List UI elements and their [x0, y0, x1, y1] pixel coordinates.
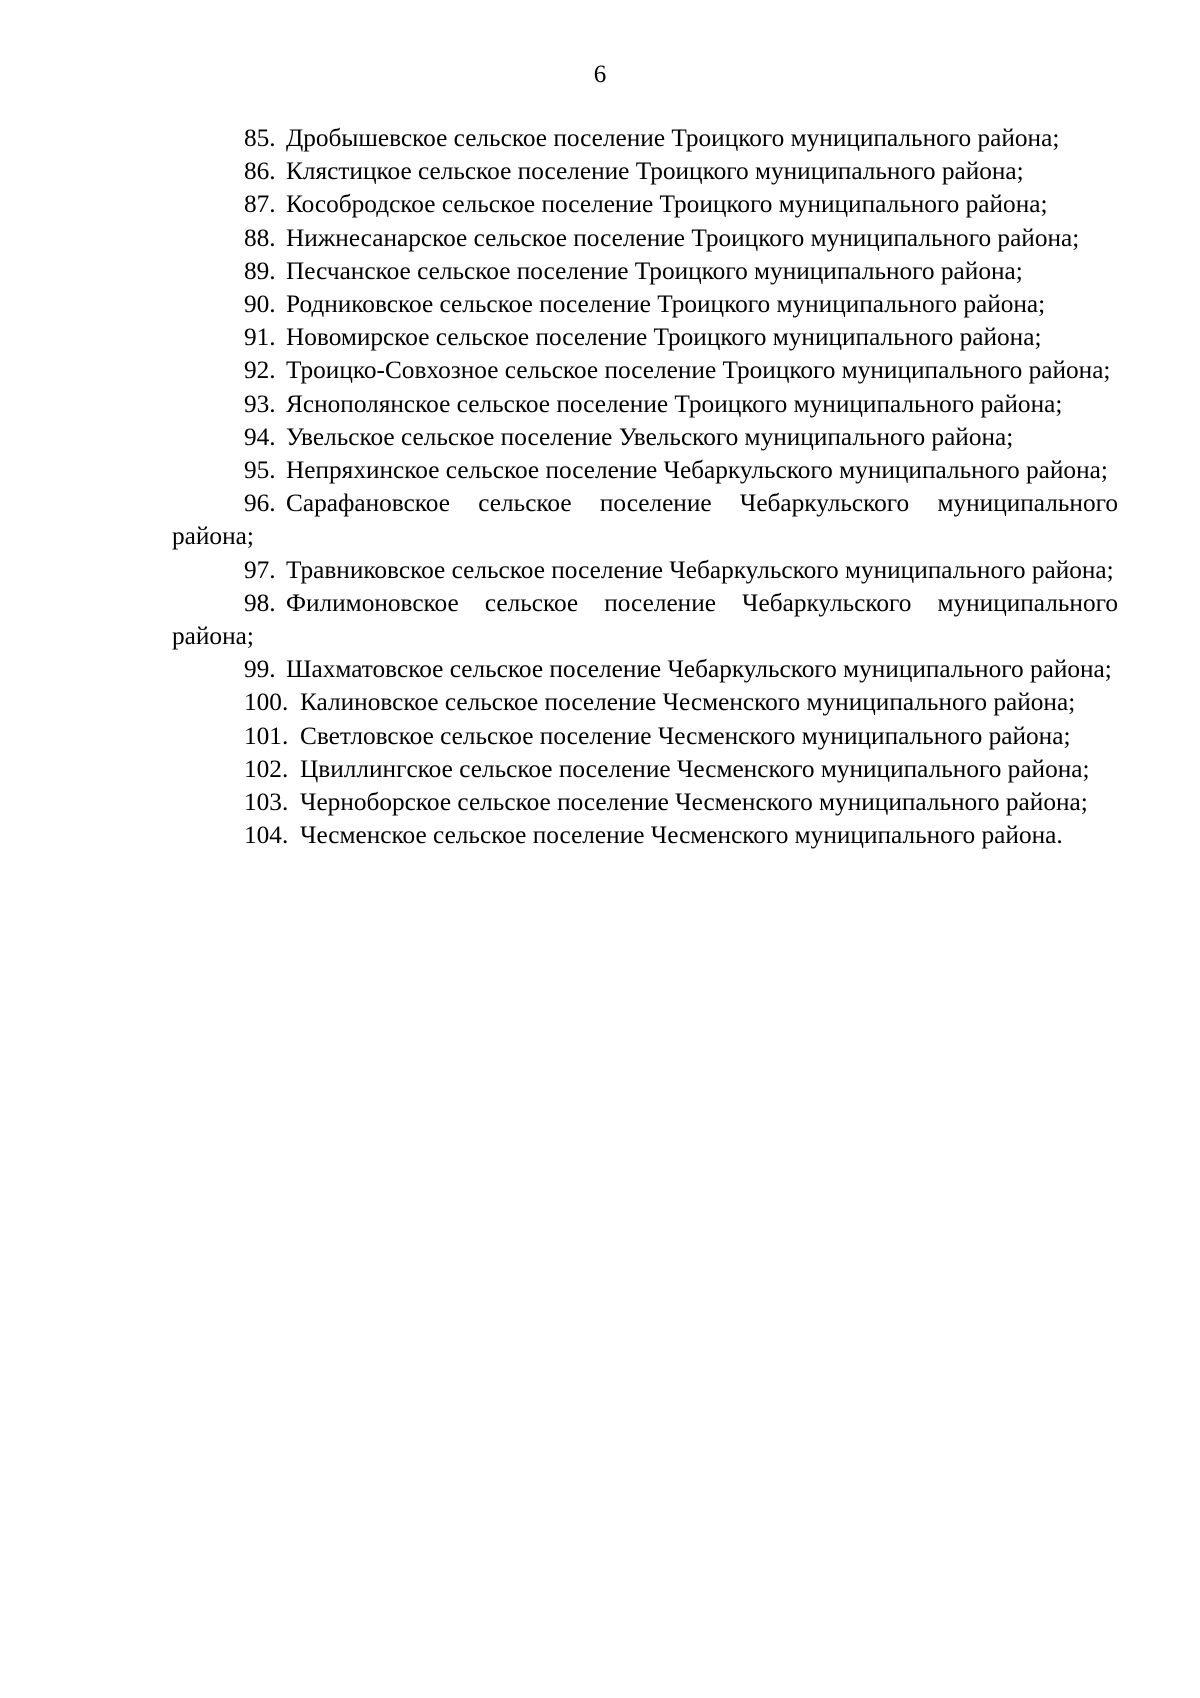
- item-number: 103.: [244, 788, 289, 817]
- item-text: Черноборское сельское поселение Чесменского муниципального района;: [300, 788, 1088, 817]
- list-item: [172, 421, 1118, 454]
- item-text: Калиновское сельское поселение Чесменского муниципального района;: [300, 688, 1076, 717]
- item-number: 89.: [244, 256, 276, 285]
- item-number: 100.: [244, 688, 289, 717]
- list-item: [172, 354, 1118, 387]
- settlement-list: [172, 122, 1118, 852]
- list-item: [172, 786, 1118, 819]
- list-item: [172, 686, 1118, 719]
- item-number: 97.: [244, 555, 276, 584]
- list-item: [172, 388, 1118, 421]
- item-text: Травниковское сельское поселение Чебаркульского муниципального района;: [286, 555, 1114, 584]
- item-number: 87.: [244, 190, 276, 219]
- item-number: 86.: [244, 157, 276, 186]
- item-number: 92.: [244, 356, 276, 385]
- item-text: Увельское сельское поселение Увельского муниципального района;: [286, 422, 1014, 451]
- list-item: [172, 255, 1118, 288]
- item-text: Шахматовское сельское поселение Чебаркульского муниципального района;: [286, 655, 1112, 684]
- item-text: Новомирское сельское поселение Троицкого муниципального района;: [286, 323, 1042, 352]
- list-item: [172, 188, 1118, 221]
- item-text: Песчанское сельское поселение Троицкого муниципального района;: [286, 256, 1023, 285]
- list-item: [172, 653, 1118, 686]
- item-number: 93.: [244, 389, 276, 418]
- list-item: [172, 122, 1118, 155]
- item-text: Нижнесанарское сельское поселение Троицкого муниципального района;: [286, 223, 1080, 252]
- item-number: 96.: [244, 489, 276, 518]
- item-number: 88.: [244, 223, 276, 252]
- item-number: 85.: [244, 124, 276, 152]
- item-text: Филимоновское сельское поселение Чебаркульского муниципального района;: [172, 588, 1118, 651]
- item-text: Светловское сельское поселение Чесменского муниципального района;: [300, 721, 1071, 750]
- list-item: [172, 819, 1118, 852]
- list-item: [172, 222, 1118, 255]
- item-text: Клястицкое сельское поселение Троицкого муниципального района;: [286, 157, 1024, 186]
- item-number: 99.: [244, 655, 276, 684]
- item-text: Сарафановское сельское поселение Чебаркульского муниципального района;: [172, 489, 1118, 551]
- list-item: [172, 454, 1118, 487]
- item-text: Кособродское сельское поселение Троицкого муниципального района;: [286, 190, 1048, 219]
- list-item: [172, 720, 1118, 753]
- item-number: 91.: [244, 323, 276, 352]
- list-item: [172, 487, 1118, 553]
- list-item: [172, 155, 1118, 188]
- item-text: Чесменское сельское поселение Чесменского муниципального района.: [300, 821, 1063, 850]
- list-item: [172, 587, 1118, 653]
- item-number: 95.: [244, 456, 276, 485]
- item-text: Родниковское сельское поселение Троицкого муниципального района;: [286, 290, 1046, 319]
- item-number: 98.: [244, 588, 276, 617]
- item-text: Троицко-Совхозное сельское поселение Троицкого муниципального района;: [286, 356, 1111, 385]
- page-number: 6: [593, 61, 607, 88]
- item-number: 101.: [244, 721, 289, 750]
- item-number: 90.: [244, 290, 276, 319]
- item-text: Непряхинское сельское поселение Чебаркульского муниципального района;: [286, 456, 1108, 485]
- item-number: 104.: [244, 821, 289, 850]
- item-number: 94.: [244, 422, 276, 451]
- list-item: [172, 753, 1118, 786]
- item-number: 102.: [244, 754, 289, 783]
- item-text: Яснополянское сельское поселение Троицкого муниципального района;: [286, 389, 1063, 418]
- list-item: [172, 554, 1118, 587]
- list-item: [172, 321, 1118, 354]
- item-text: Цвиллингское сельское поселение Чесменского муниципального района;: [300, 754, 1090, 783]
- item-text: Дробышевское сельское поселение Троицкого муниципального района;: [286, 124, 1060, 152]
- list-item: [172, 288, 1118, 321]
